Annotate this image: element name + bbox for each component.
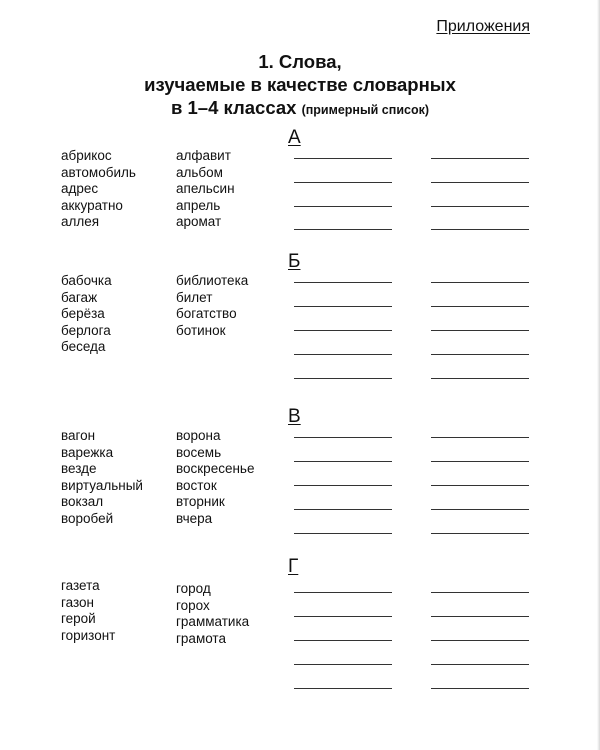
writing-line[interactable] <box>431 640 529 641</box>
word-item: горизонт <box>61 627 116 643</box>
word-item: алфавит <box>176 148 231 163</box>
title-line-3 <box>0 96 600 122</box>
writing-line[interactable] <box>294 688 392 689</box>
word-item: вчера <box>176 510 213 526</box>
word-item: вагон <box>61 428 96 443</box>
writing-line[interactable] <box>431 306 529 307</box>
word-item: багаж <box>61 289 98 305</box>
word-item: аллея <box>61 214 100 229</box>
writing-line[interactable] <box>294 182 392 183</box>
word-item: виртуальный <box>61 477 143 493</box>
writing-line[interactable] <box>294 664 392 665</box>
word-item: богатство <box>176 306 237 321</box>
word-item: вокзал <box>61 494 104 509</box>
word-item: воскресенье <box>176 461 255 476</box>
word-item: вторник <box>176 494 225 509</box>
writing-line[interactable] <box>294 485 392 486</box>
word-item: бабочка <box>61 273 112 288</box>
word-column-v-2 <box>176 428 254 527</box>
writing-line[interactable] <box>431 616 529 617</box>
word-item: библиотека <box>176 273 249 288</box>
writing-line[interactable] <box>431 592 529 593</box>
word-item: беседа <box>61 339 106 354</box>
word-item: аромат <box>176 214 222 229</box>
word-column-b-1 <box>61 273 112 356</box>
word-item: апельсин <box>176 181 235 196</box>
writing-line[interactable] <box>294 640 392 641</box>
word-item: абрикос <box>61 148 112 163</box>
word-item: грамота <box>176 630 226 646</box>
word-item: город <box>176 581 211 596</box>
word-column-v-1 <box>61 428 143 527</box>
word-item: варежка <box>61 444 114 460</box>
writing-line[interactable] <box>294 616 392 617</box>
writing-line[interactable] <box>294 282 392 283</box>
page-title <box>0 50 600 122</box>
word-item: везде <box>61 461 97 476</box>
writing-line[interactable] <box>294 206 392 207</box>
writing-line[interactable] <box>431 485 529 486</box>
word-column-b-2 <box>176 273 248 339</box>
writing-line[interactable] <box>294 378 392 379</box>
word-item: воробей <box>61 510 114 526</box>
title-note: (примерный список) <box>301 103 430 117</box>
writing-line[interactable] <box>294 437 392 438</box>
word-item: ворона <box>176 428 221 443</box>
writing-line[interactable] <box>431 354 529 355</box>
writing-line[interactable] <box>431 378 529 379</box>
writing-line[interactable] <box>431 330 529 331</box>
writing-line[interactable] <box>431 461 529 462</box>
title-line-3-main: в 1–4 классах <box>170 97 297 118</box>
word-item: газета <box>61 578 100 593</box>
writing-line[interactable] <box>294 306 392 307</box>
word-item: восемь <box>176 444 222 460</box>
writing-line[interactable] <box>294 509 392 510</box>
word-column-a-2 <box>176 148 235 231</box>
word-item: альбом <box>176 164 223 180</box>
word-item: берёза <box>61 306 105 321</box>
writing-line[interactable] <box>294 533 392 534</box>
writing-line[interactable] <box>431 533 529 534</box>
word-item: аккуратно <box>61 197 123 213</box>
word-item: горох <box>176 597 210 613</box>
writing-line[interactable] <box>294 229 392 230</box>
writing-line[interactable] <box>431 282 529 283</box>
word-item: автомобиль <box>61 164 136 180</box>
running-head: Приложения <box>436 18 530 35</box>
writing-line[interactable] <box>431 509 529 510</box>
title-line-1: 1. Слова, <box>258 51 342 72</box>
writing-line[interactable] <box>294 330 392 331</box>
writing-line[interactable] <box>431 688 529 689</box>
word-item: восток <box>176 477 217 493</box>
writing-line[interactable] <box>431 182 529 183</box>
writing-line[interactable] <box>431 437 529 438</box>
writing-line[interactable] <box>294 592 392 593</box>
section-letter-a: А <box>288 127 301 148</box>
word-item: грамматика <box>176 614 250 629</box>
word-item: герой <box>61 611 96 626</box>
section-letter-b: Б <box>288 251 301 272</box>
word-item: ботинок <box>176 322 226 338</box>
word-column-g-2 <box>176 581 249 647</box>
section-letter-g: Г <box>288 556 299 577</box>
section-letter-v: В <box>288 406 301 427</box>
writing-line[interactable] <box>431 664 529 665</box>
word-column-g-1 <box>61 578 115 644</box>
word-item: берлога <box>61 322 111 338</box>
word-item: адрес <box>61 181 99 196</box>
title-line-2: изучаемые в качестве словарных <box>144 74 456 95</box>
word-item: апрель <box>176 197 221 213</box>
word-item: газон <box>61 594 94 610</box>
writing-line[interactable] <box>294 461 392 462</box>
writing-line[interactable] <box>294 354 392 355</box>
word-column-a-1 <box>61 148 136 231</box>
writing-line[interactable] <box>431 206 529 207</box>
writing-line[interactable] <box>431 229 529 230</box>
word-item: билет <box>176 289 213 305</box>
writing-line[interactable] <box>431 158 529 159</box>
writing-line[interactable] <box>294 158 392 159</box>
